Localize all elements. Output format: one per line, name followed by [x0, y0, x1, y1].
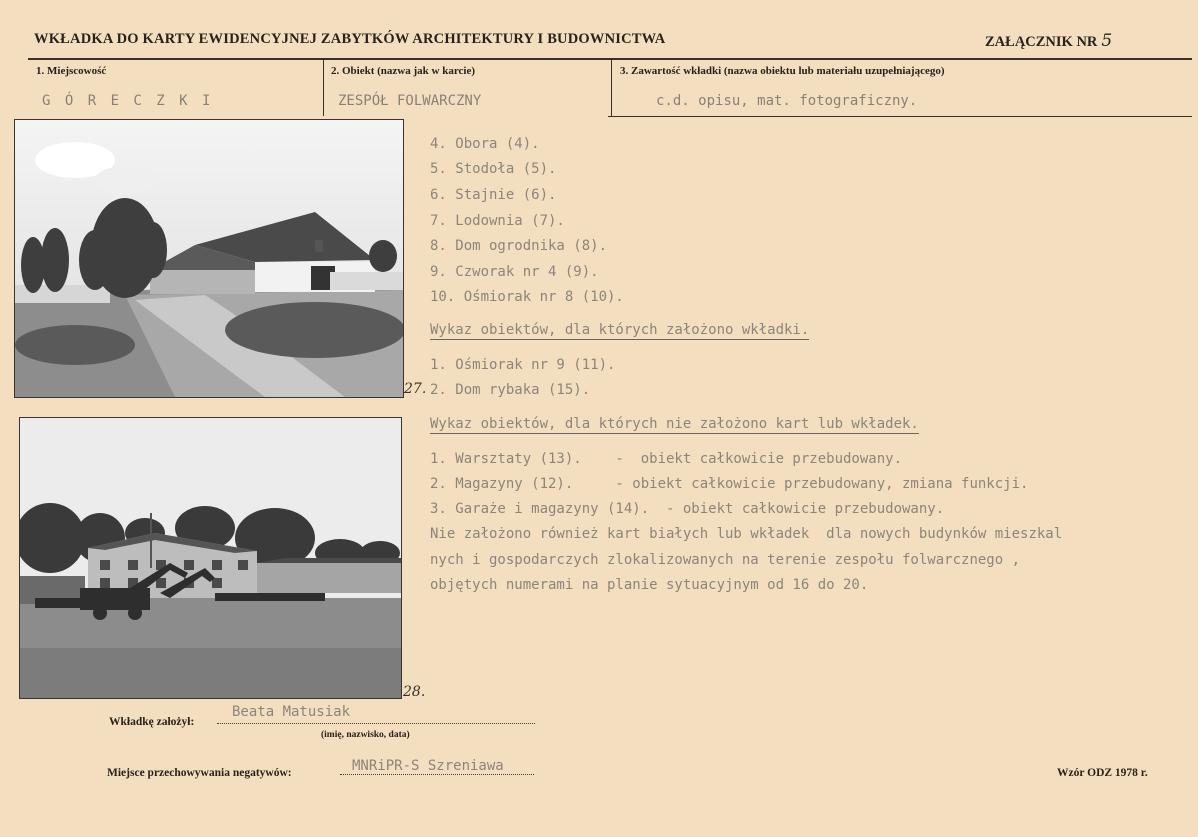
- photo-farmyard-machinery: [19, 417, 402, 699]
- object-label: 2. Obiekt (nazwa jak w karcie): [331, 65, 476, 77]
- paragraph-line: Nie założono również kart białych lub wkładek dla nowych budynków mieszkal: [430, 526, 1063, 542]
- contents-value: c.d. opisu, mat. fotograficzny.: [656, 93, 918, 109]
- list-item: 2. Magazyny (12). - obiekt całkowicie przebudowany, zmiana funkcji.: [430, 476, 1029, 492]
- list-item: 2. Dom rybaka (15).: [430, 382, 591, 398]
- object-value: ZESPÓŁ FOLWARCZNY: [338, 93, 482, 109]
- negatives-dotted-line: [340, 774, 534, 775]
- section-heading-with-inserts: Wykaz obiektów, dla których założono wkładki.: [430, 322, 810, 338]
- field-divider-1: [323, 60, 324, 116]
- annex-label: ZAŁĄCZNIK NR: [985, 34, 1098, 50]
- paragraph-line: objętych numerami na planie sytuacyjnym od 16 do 20.: [430, 577, 869, 593]
- negatives-value: MNRiPR-S Szreniawa: [352, 758, 504, 774]
- list-item: 4. Obora (4).: [430, 136, 540, 152]
- paragraph-line: nych i gospodarczych zlokalizowanych na terenie zespołu folwarcznego ,: [430, 552, 1021, 568]
- author-label: Wkładkę założył:: [109, 716, 195, 728]
- list-item: 1. Warsztaty (13). - obiekt całkowicie przebudowany.: [430, 451, 903, 467]
- annex-number: [985, 31, 1112, 51]
- locality-label: 1. Miejscowość: [36, 65, 107, 77]
- author-dotted-line: [217, 723, 535, 724]
- header-rule: [28, 58, 1192, 60]
- list-item: 3. Garaże i magazyny (14). - obiekt całkowicie przebudowany.: [430, 501, 945, 517]
- photo-number-27: 27.: [404, 381, 427, 397]
- contents-label: 3. Zawartość wkładki (nazwa obiektu lub materiału uzupełniającego): [620, 65, 945, 77]
- list-item: 5. Stodoła (5).: [430, 161, 557, 177]
- field-divider-2: [611, 60, 612, 116]
- list-item: 9. Czworak nr 4 (9).: [430, 264, 599, 280]
- author-caption: (imię, nazwisko, data): [321, 730, 410, 740]
- negatives-label: Miejsce przechowywania negatywów:: [107, 767, 292, 779]
- list-item: 1. Ośmiorak nr 9 (11).: [430, 357, 616, 373]
- form-title: WKŁADKA DO KARTY EWIDENCYJNEJ ZABYTKÓW ARCHITEKTURY I BUDOWNICTWA: [34, 31, 666, 47]
- author-value: Beata Matusiak: [232, 704, 351, 720]
- section-heading-without-cards: Wykaz obiektów, dla których nie założono kart lub wkładek.: [430, 416, 919, 432]
- list-item: 6. Stajnie (6).: [430, 187, 557, 203]
- list-item: 10. Ośmiorak nr 8 (10).: [430, 289, 624, 305]
- photo-number-28: 28.: [403, 684, 426, 700]
- photo-barn-buildings: [14, 119, 404, 398]
- fields-bottom-rule: [608, 116, 1192, 117]
- annex-number-handwritten: 5: [1101, 31, 1113, 51]
- locality-value: G Ó R E C Z K I: [42, 93, 214, 109]
- list-item: 7. Lodownia (7).: [430, 213, 565, 229]
- list-item: 8. Dom ogrodnika (8).: [430, 238, 608, 254]
- form-number: Wzór ODZ 1978 r.: [1057, 767, 1148, 779]
